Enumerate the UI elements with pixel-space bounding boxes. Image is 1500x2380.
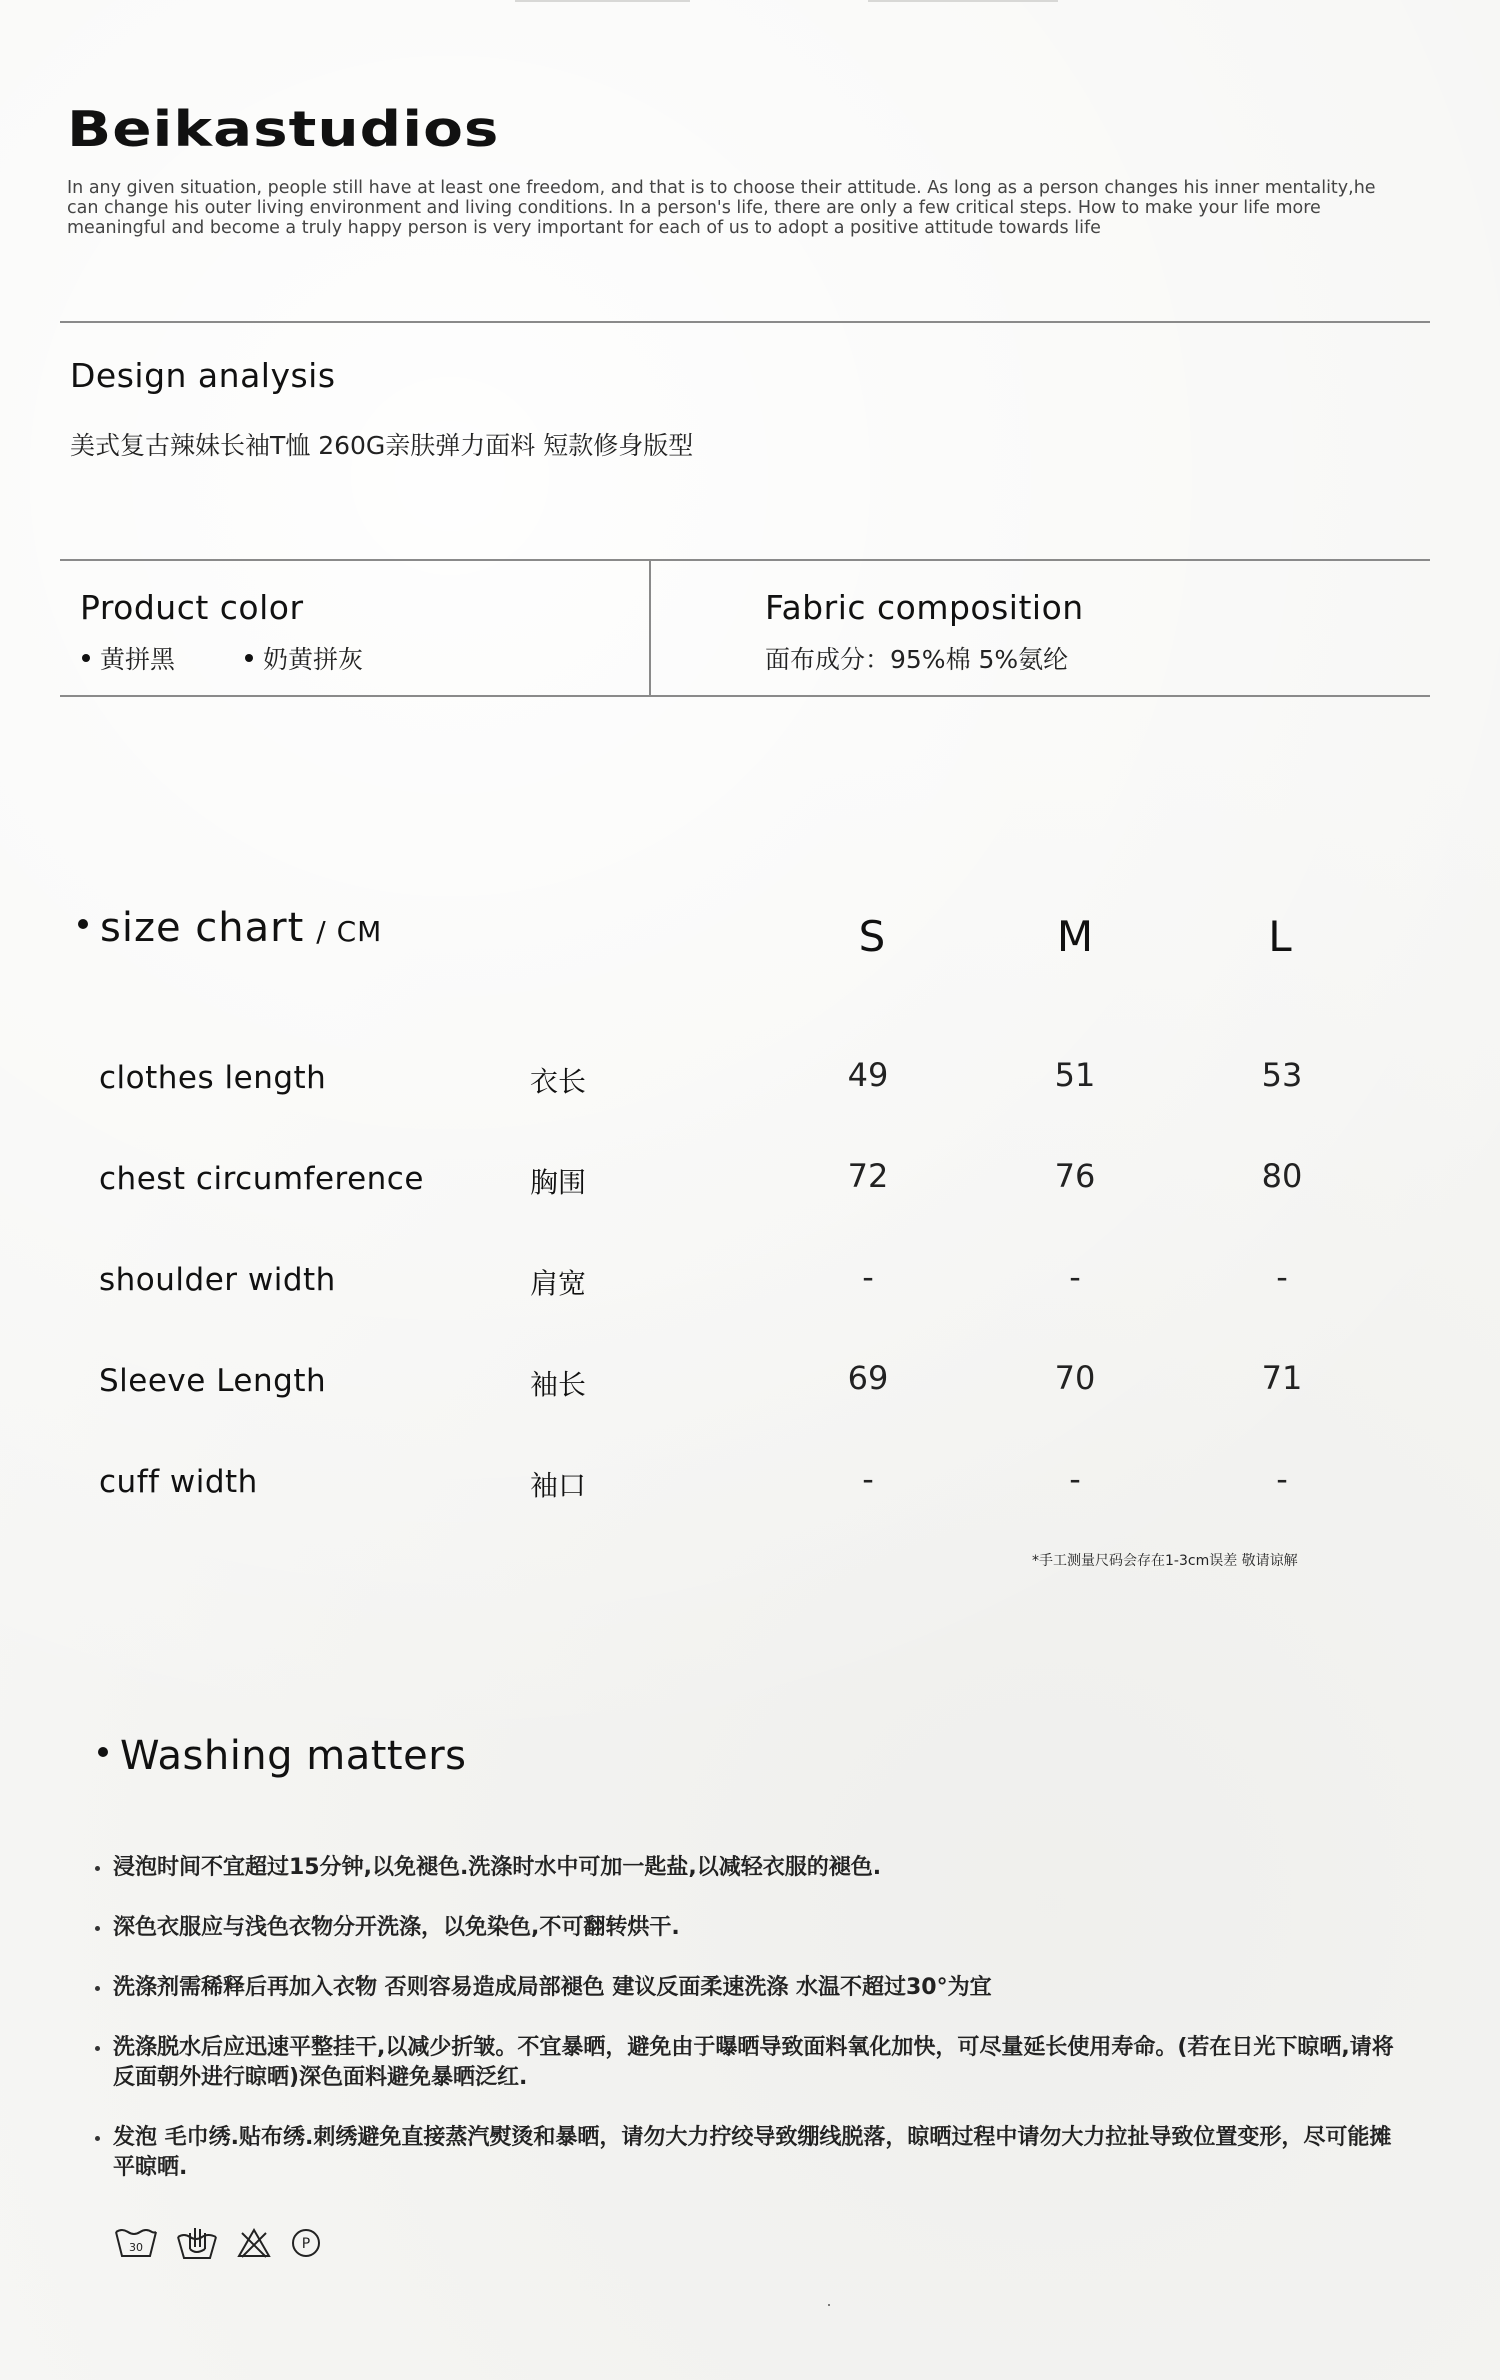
list-item: 洗涤剂需稀释后再加入衣物 否则容易造成局部褪色 建议反面柔速洗涤 水温不超过30°为宜: [95, 1973, 1395, 2003]
list-item: 发泡 毛巾绣.贴布绣.刺绣避免直接蒸汽熨烫和暴晒，请勿大力拧绞导致绷线脱落，晾晒过程中请勿大力拉扯导致位置变形，尽可能摊平晾晒.: [95, 2123, 1395, 2183]
care-icons: [114, 2225, 322, 2261]
brand-tagline: In any given situation, people still have at least one freedom, and that is to choose their attitude. As long as a person changes his inner mentality,he can change his outer living environment and living conditions. In a person's life, there are only a few critical steps. How to make your life more meaningful and become a truly happy person is very important for each of us to adopt a positive attitude towards life: [67, 178, 1376, 238]
size-row-clothes-length: clothes length 衣长 49 51 53: [99, 1056, 1303, 1098]
hand-wash-icon: [176, 2225, 218, 2261]
wash-30-icon: [114, 2226, 158, 2260]
size-row-cuff: cuff width 袖口 - - -: [99, 1460, 1288, 1502]
color-item: 奶黄拼灰: [245, 640, 363, 676]
column-divider: [649, 559, 651, 696]
divider: [60, 559, 1430, 561]
size-row-shoulder: shoulder width 肩宽 - - -: [99, 1258, 1288, 1300]
design-description: 美式复古辣妹长袖T恤 260G亲肤弹力面料 短款修身版型: [70, 431, 694, 460]
brand-logo: Beikastudios: [67, 100, 500, 158]
speck: [828, 2304, 830, 2306]
size-col-l: L: [1268, 912, 1292, 961]
fabric-composition-text: 面布成分：95%棉 5%氨纶: [765, 645, 1069, 674]
size-row-sleeve: Sleeve Length 袖长 69 70 71: [99, 1359, 1303, 1401]
list-item: 洗涤脱水后应迅速平整挂干,以减少折皱。不宜暴晒，避免由于曝晒导致面料氧化加快，可尽量延长使用寿命。(若在日光下晾晒,请将反面朝外进行晾晒)深色面料避免暴晒泛红.: [95, 2033, 1395, 2093]
size-chart-heading: size chart / CM: [78, 905, 382, 951]
list-item: 浸泡时间不宜超过15分钟,以免褪色.洗涤时水中可加一匙盐,以减轻衣服的褪色.: [95, 1853, 1395, 1883]
washing-heading: Washing matters: [98, 1733, 467, 1779]
fabric-composition-heading: Fabric composition: [765, 588, 1084, 627]
product-color-heading: Product color: [80, 588, 304, 627]
svg-text:30: 30: [129, 2241, 143, 2254]
measurement-note: *手工测量尺码会存在1-3cm误差 敬请谅解: [1032, 1553, 1298, 1569]
washing-instructions: [95, 1853, 1395, 2213]
do-not-bleach-icon: [236, 2227, 272, 2259]
list-item: 深色衣服应与浅色衣物分开洗涤，以免染色,不可翻转烘干.: [95, 1913, 1395, 1943]
size-row-chest: chest circumference 胸围 72 76 80: [99, 1157, 1303, 1199]
divider: [60, 321, 1430, 323]
svg-text:P: P: [301, 2236, 311, 2252]
size-col-s: S: [858, 912, 886, 961]
divider: [60, 695, 1430, 697]
size-col-m: M: [1056, 912, 1094, 961]
color-list: [82, 640, 363, 676]
dry-clean-p-icon: [290, 2227, 322, 2259]
color-item: 黄拼黑: [82, 640, 175, 676]
top-divider-right: [868, 0, 1058, 2]
design-analysis-heading: Design analysis: [70, 356, 336, 395]
top-divider-left: [515, 0, 690, 2]
